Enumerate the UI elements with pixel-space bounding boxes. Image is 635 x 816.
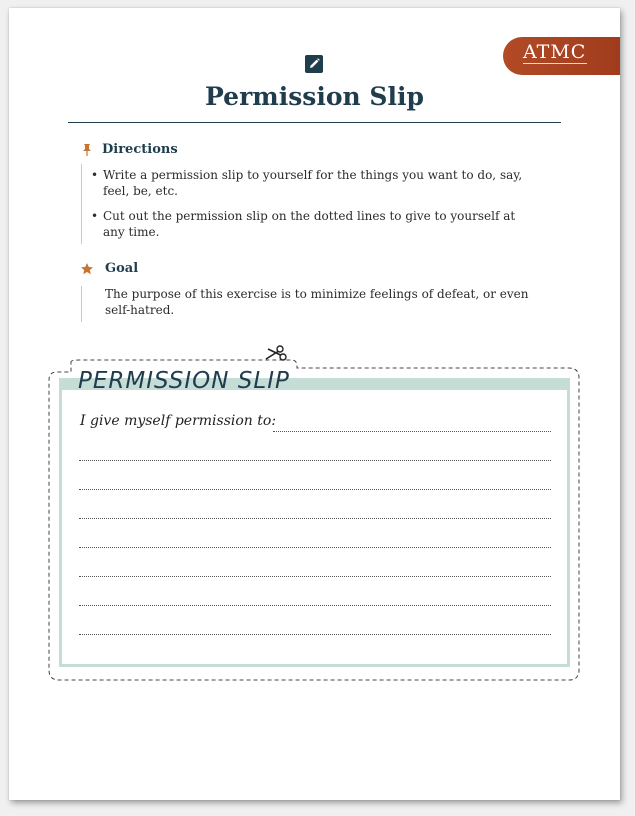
write-line[interactable] [79,460,551,461]
write-line[interactable] [79,634,551,635]
brand-logo-text: ATMC [523,41,587,63]
write-line[interactable] [79,489,551,490]
page-title: Permission Slip [205,82,424,111]
goal-text: The purpose of this exercise is to minimize feelings of defeat, or even self-hatred. [105,287,529,317]
write-line[interactable] [79,518,551,519]
worksheet-page [9,8,620,800]
write-line[interactable] [273,431,551,432]
write-line[interactable] [79,547,551,548]
directions-heading: Directions [102,142,178,157]
write-line[interactable] [79,605,551,606]
write-line[interactable] [79,576,551,577]
list-item: • Cut out the permission slip on the dotted lines to give to yourself at any time. [89,208,529,240]
slip-title: PERMISSION SLIP [78,368,290,394]
list-item: • Write a permission slip to yourself for the things you want to do, say, feel, be, etc. [89,167,529,199]
goal-heading: Goal [105,261,139,276]
scissors-icon [264,344,288,362]
slip-prompt: I give myself permission to: [80,413,277,429]
